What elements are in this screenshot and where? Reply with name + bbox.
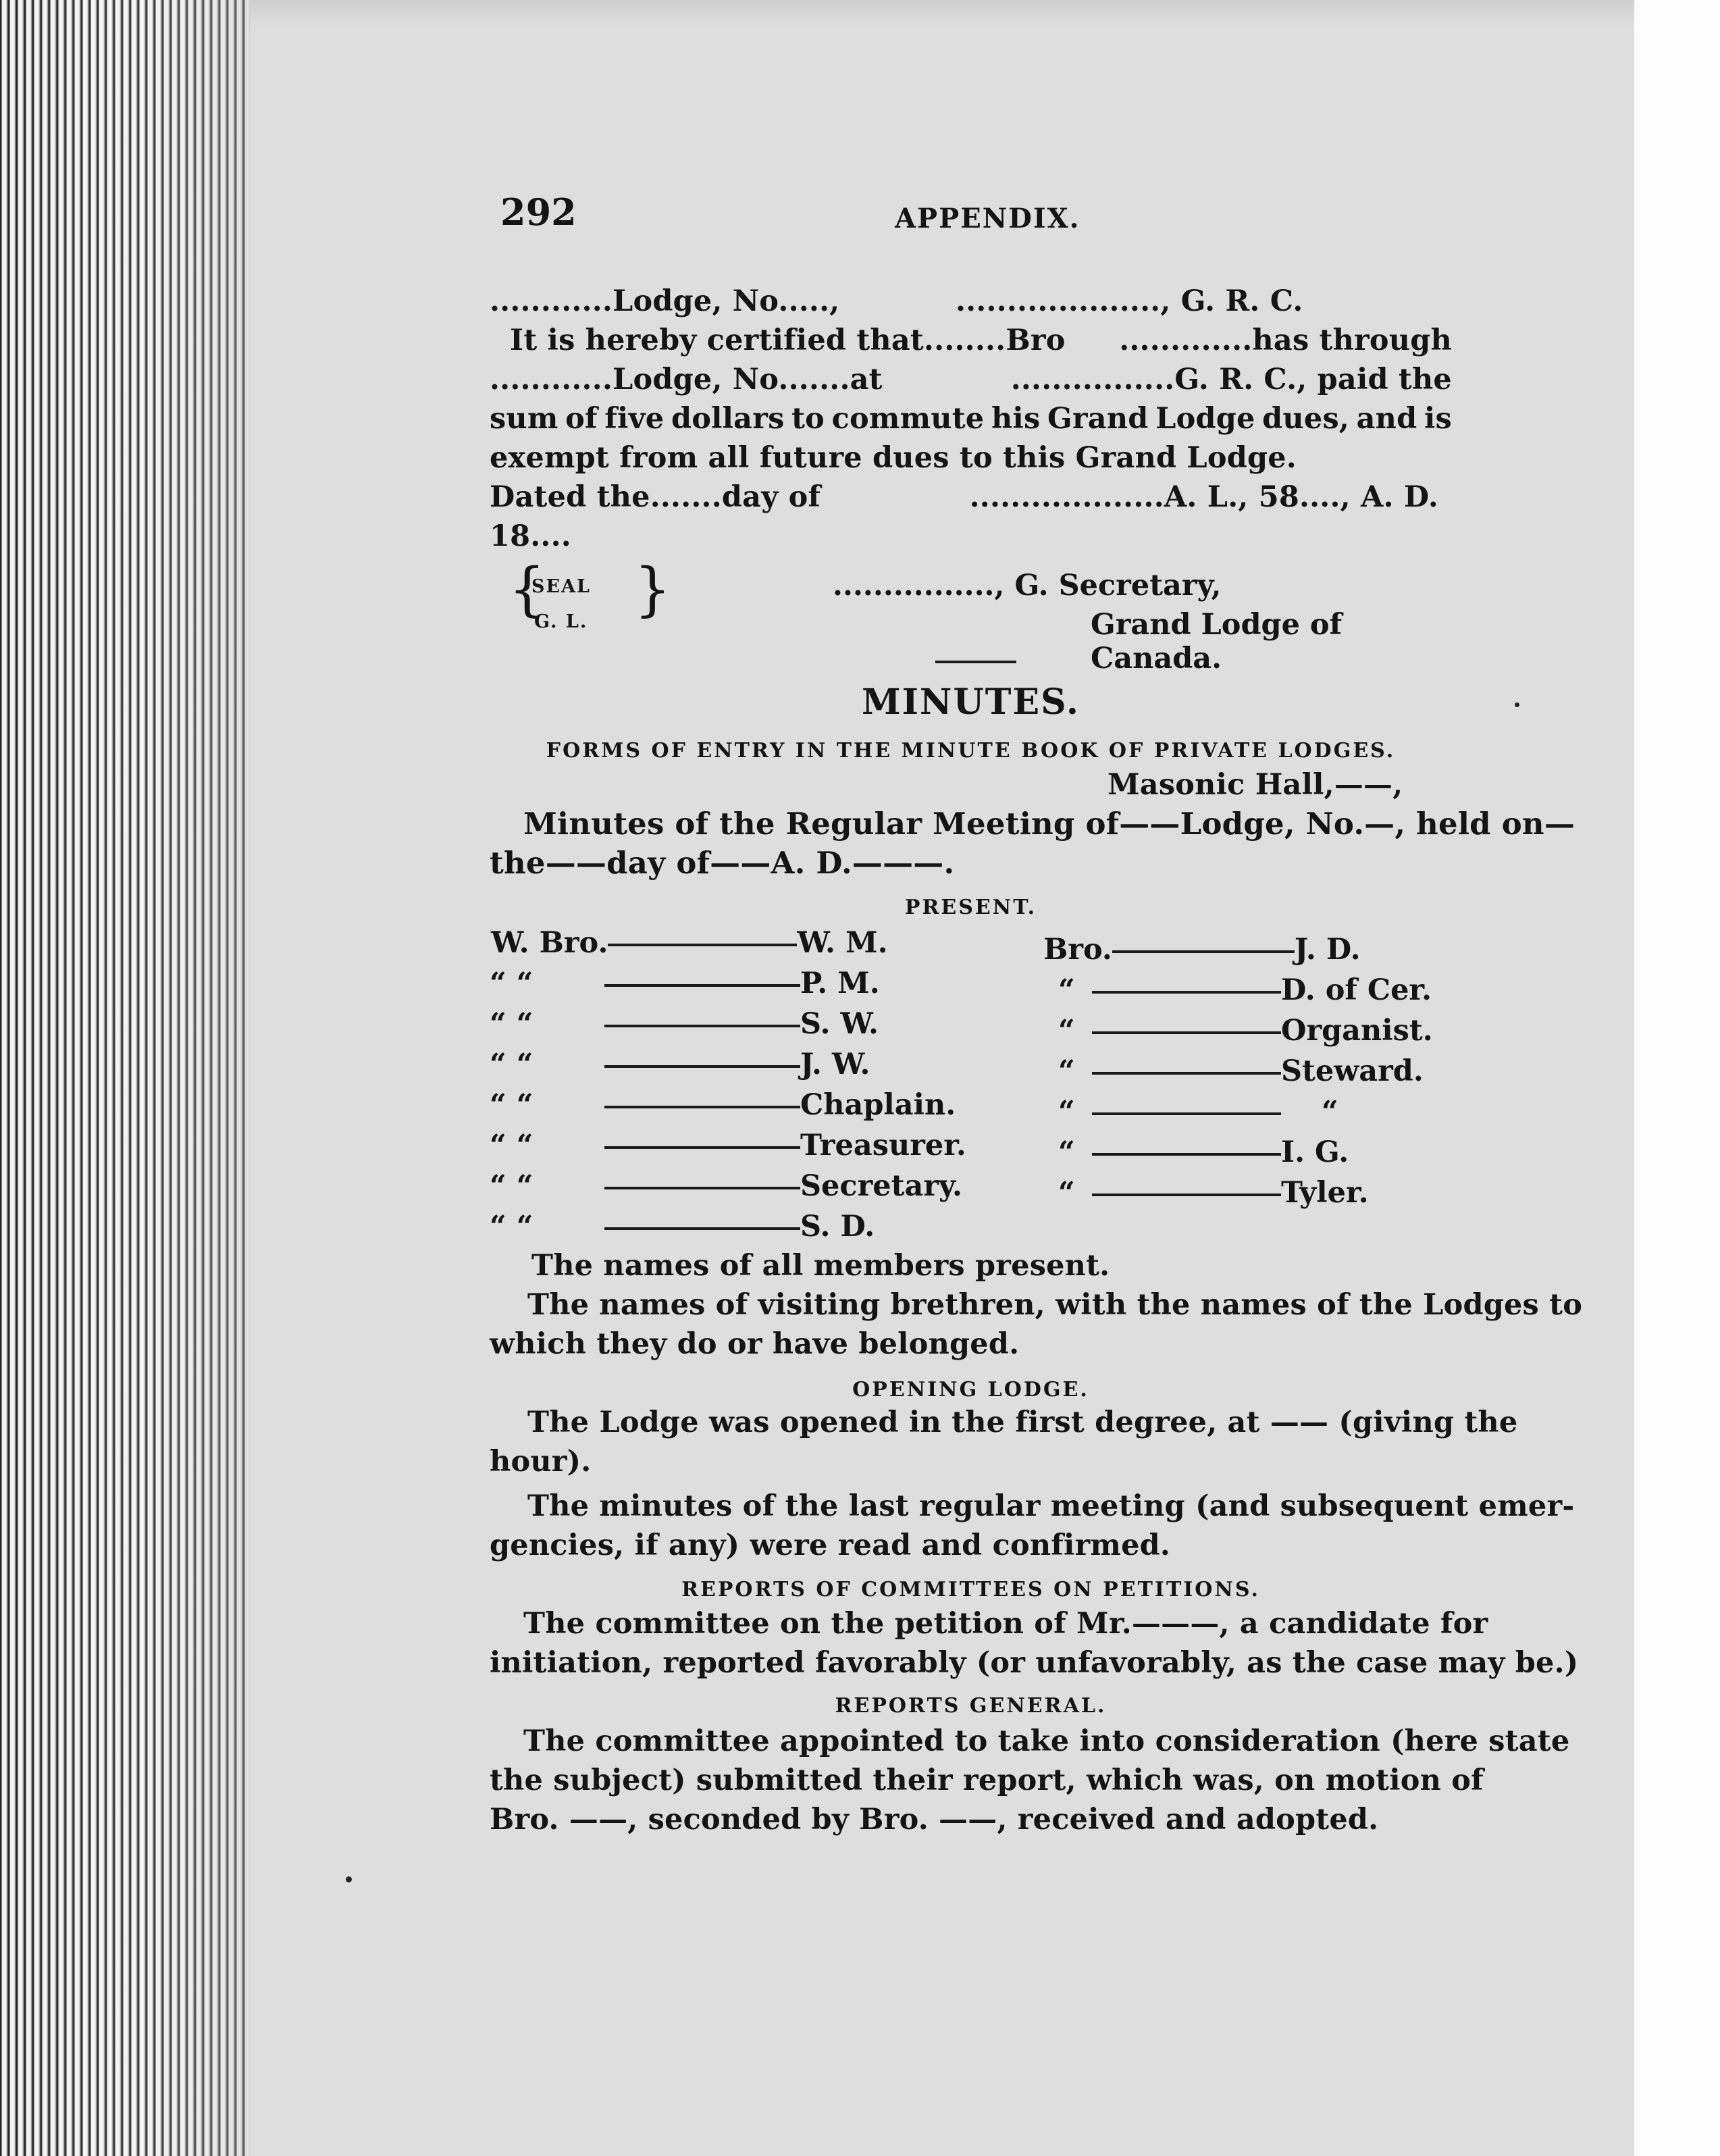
officer-j-d: Bro. J. D. — [1043, 933, 1361, 967]
officer-d-of-cer: “ D. of Cer. — [1058, 973, 1432, 1007]
word: Grand — [1047, 402, 1149, 436]
word: is — [1424, 402, 1452, 436]
certificate-date-blank: ...................A. L., 58...., A. D. — [969, 480, 1438, 514]
certificate-statement: It is hereby certified that........Bro — [510, 324, 1066, 357]
section-divider — [935, 661, 1016, 663]
word: dollars — [671, 402, 785, 436]
left-brace: { — [509, 556, 546, 623]
officer-w-m: W. Bro. W. M. — [491, 926, 888, 960]
petition-line-2: initiation, reported favorably (or unfavorably, as the case may be.) — [490, 1646, 1579, 1680]
blank-line — [1092, 1112, 1281, 1115]
word: Lodge — [1155, 402, 1255, 436]
officer-tyler: “ Tyler. — [1058, 1176, 1369, 1210]
opening-line-2: hour). — [490, 1445, 592, 1479]
seal-text-2: G. L. — [534, 611, 588, 632]
scan-right-margin — [1634, 0, 1720, 2156]
names-members: The names of all members present. — [531, 1249, 1110, 1283]
page-top-shadow — [250, 0, 1634, 27]
word: five — [604, 402, 664, 436]
officer-treasurer: “ “ Treasurer. — [490, 1129, 966, 1162]
certificate-line-3 — [490, 361, 1452, 399]
blank-line — [1112, 950, 1295, 953]
general-line-1: The committee appointed to take into consideration (here state — [523, 1724, 1570, 1758]
blank-line — [1092, 991, 1281, 994]
minutes-intro-1: Minutes of the Regular Meeting of——Lodge, No.—, held on— — [523, 806, 1575, 842]
minutes-title: MINUTES. — [862, 682, 1080, 723]
blank-line — [1092, 1031, 1281, 1034]
minutes-subtitle: FORMS OF ENTRY IN THE MINUTE BOOK OF PRIVATE LODGES. — [546, 739, 1396, 763]
present-heading: PRESENT. — [904, 896, 1037, 919]
ink-speck — [1515, 702, 1519, 707]
officer-i-g: “ I. G. — [1058, 1135, 1349, 1169]
opening-heading: OPENING LODGE. — [852, 1378, 1089, 1402]
book-page-edges — [0, 0, 250, 2156]
ink-speck — [346, 1876, 352, 1882]
certificate-paid: ................G. R. C., paid the — [1010, 363, 1452, 396]
officer-organist: “ Organist. — [1058, 1014, 1433, 1048]
blank-line — [604, 1025, 800, 1027]
word: commute — [831, 402, 985, 436]
officer-chaplain: “ “ Chaplain. — [490, 1088, 956, 1122]
word: to — [791, 402, 825, 436]
general-heading: REPORTS GENERAL. — [835, 1694, 1107, 1718]
names-visitors-2: which they do or have belonged. — [490, 1327, 1020, 1361]
minutes-read-2: gencies, if any) were read and confirmed. — [490, 1529, 1171, 1562]
blank-line — [604, 1187, 800, 1189]
word: his — [991, 402, 1041, 436]
masonic-hall: Masonic Hall,——, — [1107, 768, 1403, 802]
petitions-heading: REPORTS OF COMMITTEES ON PETITIONS. — [681, 1578, 1260, 1601]
word: sum — [490, 402, 558, 436]
blank-line — [604, 984, 800, 987]
word: dues, — [1262, 402, 1350, 436]
certificate-line-5: exempt from all future dues to this Grand Lodge. — [490, 441, 1297, 475]
signature-line: ................, G. Secretary, — [833, 569, 1222, 602]
certificate-brother-blank: .............has through — [1119, 324, 1452, 357]
certificate-line-4 — [490, 400, 1452, 438]
officer-j-w: “ “ J. W. — [490, 1048, 870, 1081]
blank-line — [604, 1106, 800, 1108]
word: of — [565, 402, 598, 436]
officer-s-w: “ “ S. W. — [490, 1007, 879, 1041]
officer-steward: “ Steward. — [1058, 1054, 1424, 1088]
certificate-lodge-at: ............Lodge, No.......at — [490, 363, 883, 396]
officer-s-d: “ “ S. D. — [490, 1210, 875, 1243]
names-visitors-1: The names of visiting brethren, with the names of the Lodges to — [527, 1288, 1583, 1322]
blank-line — [604, 1065, 800, 1068]
petition-line-1: The committee on the petition of Mr.———, a candidate for — [523, 1607, 1488, 1641]
certificate-lodge-blank: ............Lodge, No....., — [490, 284, 840, 318]
minutes-read-1: The minutes of the last regular meeting (and subsequent emer- — [527, 1489, 1575, 1523]
blank-line — [1092, 1072, 1281, 1075]
general-line-2: the subject) submitted their report, which was, on motion of — [490, 1764, 1484, 1797]
certificate-line-7: 18.... — [490, 519, 571, 553]
running-title: APPENDIX. — [895, 203, 1080, 234]
blank-line — [604, 1146, 800, 1149]
minutes-intro-2: the——day of——A. D.———. — [490, 845, 955, 881]
blank-line — [608, 944, 797, 946]
signature-org: Grand Lodge of Canada. — [1091, 608, 1343, 675]
certificate-dated: Dated the.......day of — [490, 480, 821, 514]
opening-line-1: The Lodge was opened in the first degree, at —— (giving the — [527, 1406, 1518, 1439]
page-number: 292 — [500, 190, 577, 234]
seal-text-1: SEAL — [531, 576, 592, 597]
blank-line — [1092, 1153, 1281, 1156]
certificate-grc-blank: ...................., G. R. C. — [956, 284, 1303, 318]
word: and — [1356, 402, 1417, 436]
general-line-3: Bro. ——, seconded by Bro. ——, received and adopted. — [490, 1803, 1379, 1837]
blank-line — [1092, 1194, 1281, 1196]
blank-line — [604, 1227, 800, 1230]
officer-secretary: “ “ Secretary. — [490, 1169, 963, 1203]
certificate-line-1 — [490, 282, 1452, 320]
certificate-line-2 — [490, 322, 1452, 359]
officer-p-m: “ “ P. M. — [490, 967, 880, 1000]
right-brace: } — [634, 556, 671, 623]
certificate-line-6 — [490, 478, 1438, 516]
officer-steward-2: “ “ — [1058, 1095, 1338, 1129]
